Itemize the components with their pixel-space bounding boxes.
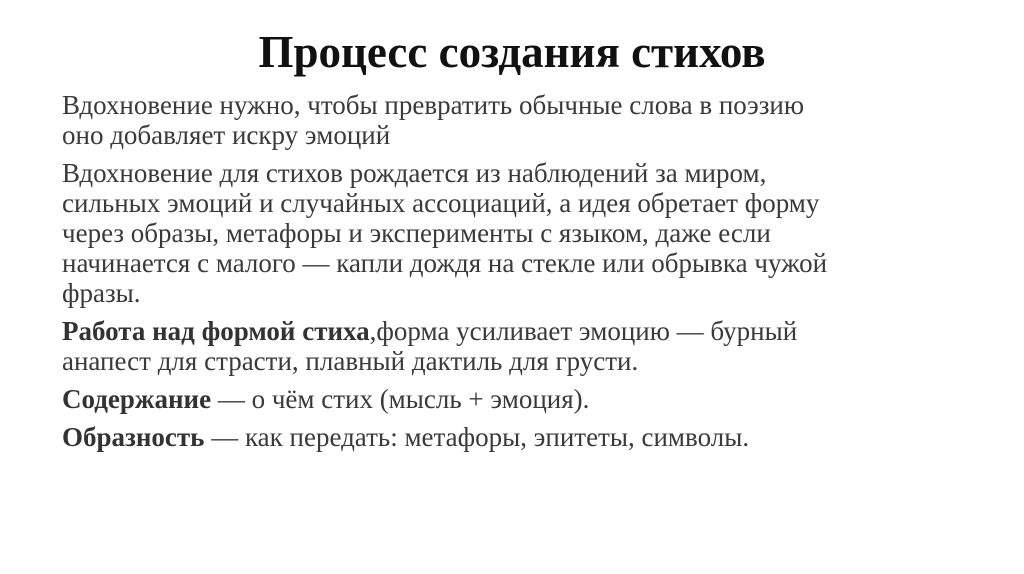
term-content: Содержание [62, 384, 212, 414]
paragraph-text: ,форма усиливает эмоцию — бурный [369, 316, 798, 346]
paragraph-line: сильных эмоций и случайных ассоциаций, а идея обретает форму [62, 188, 820, 218]
slide-body [62, 90, 962, 460]
term-form-work: Работа над формой стиха [62, 316, 370, 346]
paragraph-content [62, 384, 962, 414]
paragraph-line: Вдохновение для стихов рождается из наблюдений за миром, [62, 158, 767, 188]
paragraph-line: оно добавляет искру эмоций [62, 120, 391, 150]
paragraph-form-work [62, 316, 962, 376]
paragraph-line: через образы, метафоры и эксперименты с языком, даже если [62, 218, 771, 248]
paragraph-line: анапест для страсти, плавный дактиль для грусти. [62, 346, 639, 376]
paragraph-line: начинается с малого — капли дождя на стекле или обрывка чужой [62, 248, 828, 278]
slide-title: Процесс создания стихов [258, 27, 766, 77]
term-imagery: Образность [62, 422, 205, 452]
paragraph-inspiration-need [62, 90, 962, 150]
paragraph-text: — как передать: метафоры, эпитеты, символы. [204, 422, 750, 452]
paragraph-inspiration-source [62, 158, 962, 308]
paragraph-text: — о чём стих (мысль + эмоция). [211, 384, 590, 414]
paragraph-imagery [62, 422, 962, 452]
paragraph-line: фразы. [62, 278, 141, 308]
paragraph-line: Вдохновение нужно, чтобы превратить обычные слова в поэзию [62, 90, 804, 120]
